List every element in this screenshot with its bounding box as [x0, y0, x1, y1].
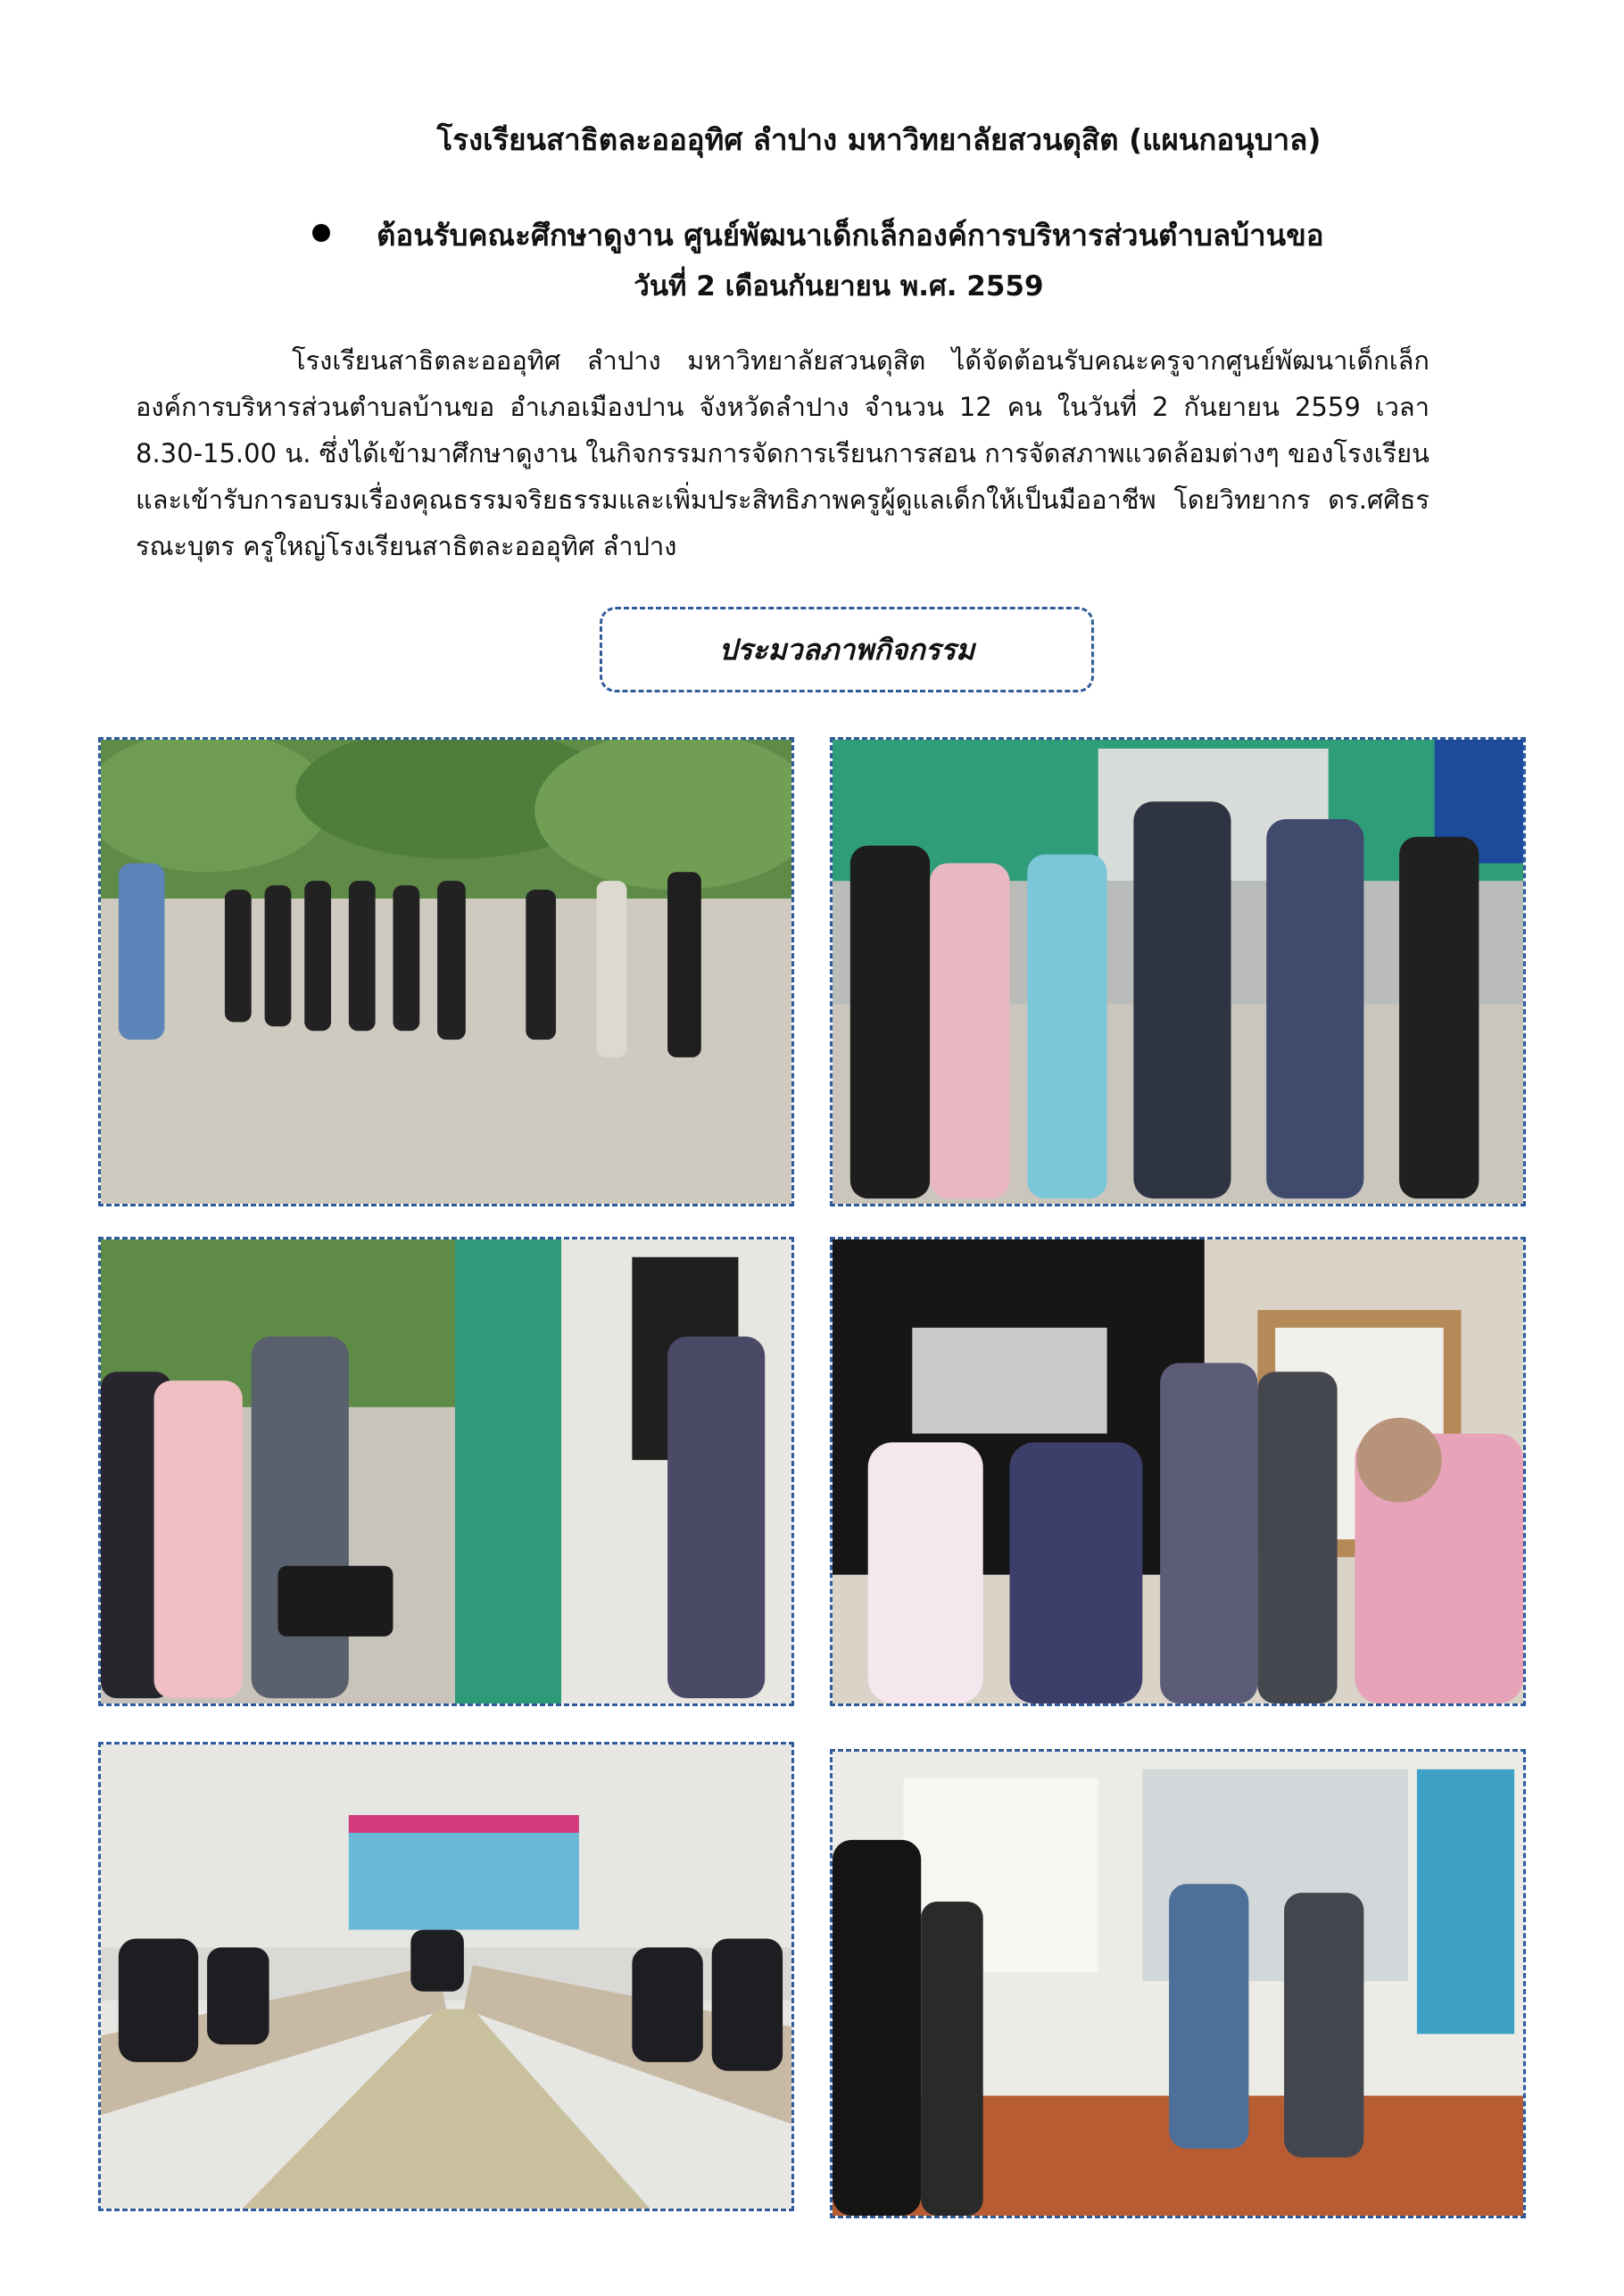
- activity-photo-4: [830, 1237, 1526, 1706]
- photo-2-image: [833, 740, 1523, 1204]
- school-title: โรงเรียนสาธิตละอออุทิศ ลำปาง มหาวิทยาลัยสวนดุสิต (แผนกอนุบาล): [436, 122, 1322, 157]
- event-title: ต้อนรับคณะศึกษาดูงาน ศูนย์พัฒนาเด็กเล็กองค์การบริหารส่วนตำบลบ้านขอ: [377, 218, 1324, 253]
- gallery-heading: [600, 607, 1094, 692]
- photo-6-image: [833, 1752, 1523, 2216]
- activity-photo-6: [830, 1749, 1526, 2218]
- activity-photo-5: [98, 1742, 794, 2211]
- photo-1-image: [101, 740, 791, 1204]
- activity-photo-3: [98, 1237, 794, 1706]
- gallery-heading-label: ประมวลภาพกิจกรรม: [718, 632, 975, 667]
- body-paragraph: โรงเรียนสาธิตละอออุทิศ ลำปาง มหาวิทยาลัยสวนดุสิต ได้จัดต้อนรับคณะครูจากศูนย์พัฒนาเด็กเล็กองค์การบริหารส่วนตำบลบ้านขอ อำเภอเมืองปาน จังหวัดลำปาง จำนวน 12 คน ในวันที่ 2 กันยายน 2559 เวลา 8.30-15.00 น. ซึ่งได้เข้ามาศึกษาดูงาน ในกิจกรรมการจัดการเรียนการสอน การจัดสภาพแวดล้อมต่างๆ ของโรงเรียน และเข้ารับการอบรมเรื่องคุณธรรมจริยธรรมและเพิ่มประสิทธิภาพครูผู้ดูแลเด็กให้เป็นมืออาชีพ โดยวิทยากร ดร.ศศิธร รณะบุตร ครูใหญ่โรงเรียนสาธิตละอออุทิศ ลำปาง: [136, 345, 1429, 561]
- photo-3-image: [101, 1239, 791, 1703]
- photo-4-image: [833, 1239, 1523, 1703]
- photo-5-image: [101, 1745, 791, 2209]
- bullet-icon: [312, 224, 330, 242]
- activity-photo-2: [830, 737, 1526, 1206]
- event-date: วันที่ 2 เดือนกันยายน พ.ศ. 2559: [634, 270, 1044, 303]
- activity-photo-1: [98, 737, 794, 1206]
